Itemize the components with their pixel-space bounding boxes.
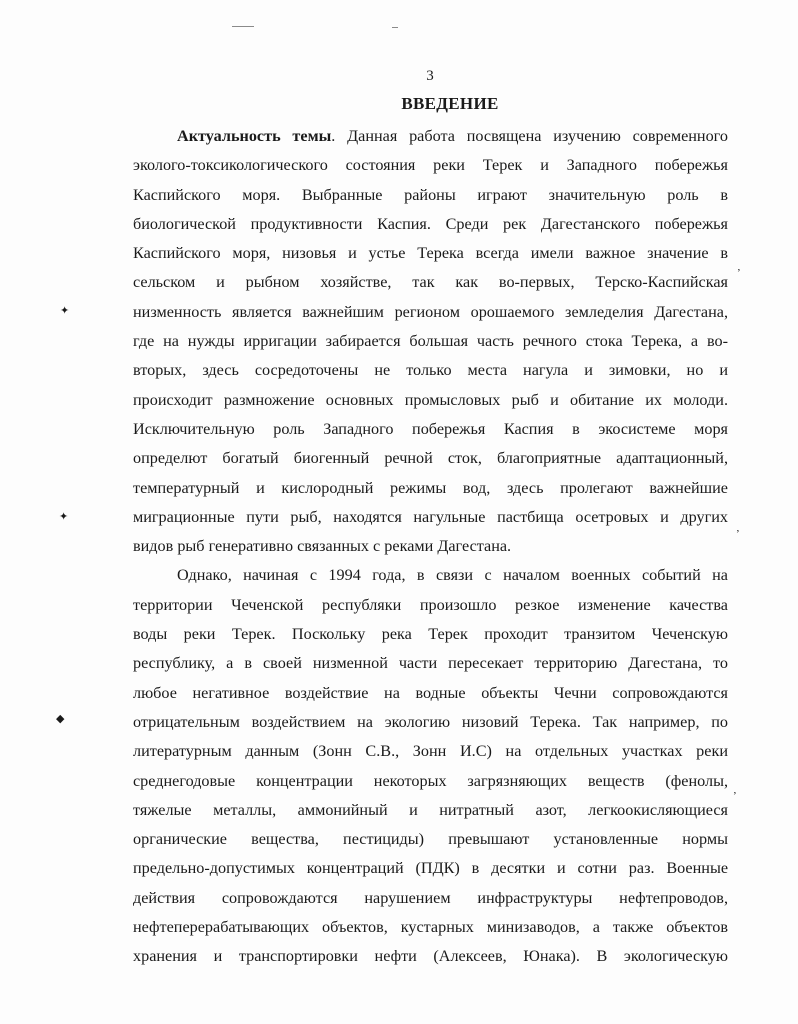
text-line: республику, а в своей низменной части пересекает территорию Дагестана, то [133,654,728,673]
scan-speck: ‚ [733,784,737,796]
text-line: эколого-токсикологического состояния реки Терек и Западного побережья [133,156,728,175]
scan-artifact-line [232,26,254,27]
text-line: видов рыб генеративно связанных с реками Дагестана. [133,537,512,556]
scan-speck: ✦ [60,305,70,317]
text-line: воды реки Терек. Поскольку река Терек проходит транзитом Чеченскую [133,625,728,644]
section-heading: ВВЕДЕНИЕ [401,94,499,113]
text-line [133,122,728,151]
text-line: литературным данным (Зонн С.В., Зонн И.С) на отдельных участках реки [133,742,728,761]
text-line: сельском и рыбном хозяйстве, так как во-первых, Терско-Каспийская [133,273,728,292]
text-line: среднегодовые концентрации некоторых загрязняющих веществ (фенолы, [133,771,728,790]
text-line: биологической продуктивности Каспия. Среди рек Дагестанского побережья [133,214,728,233]
text-line: происходит размножение основных промысловых рыб и обитание их молоди. [133,390,728,409]
text-line: низменность является важнейшим регионом орошаемого земледелия Дагестана, [133,302,728,321]
text-line: предельно-допустимых концентраций (ПДК) в десятки и сотни раз. Военные [133,859,728,878]
text-line: отрицательным воздействием на экологию низовий Терека. Так например, по [133,712,728,731]
text-line: Однако, начиная с 1994 года, в связи с началом военных событий на [177,566,728,585]
body-text [133,122,728,972]
text-line: Каспийского моря, низовья и устье Терека всегда имели важное значение в [133,244,728,263]
topic-label: Актуальность темы [177,127,332,145]
scan-speck: ‚ [737,261,741,273]
text-line: территории Чеченской республяки произошло резкое изменение качества [133,595,728,614]
text-line: действия сопровождаются нарушением инфраструктуры нефтепроводов, [133,888,728,907]
text-line: Исключительную роль Западного побережья Каспия в экосистеме моря [133,419,728,438]
text-line: определют богатый биогенный речной сток, благоприятные адаптационный, [133,449,728,468]
text-line: температурный и кислородный режимы вод, здесь пролегают важнейшие [133,478,728,497]
page-number: 3 [426,68,434,84]
scan-speck: ✦ [59,511,69,523]
text-line: Каспийского моря. Выбранные районы играют значительную роль в [133,185,728,204]
scan-speck: ‚ [736,522,740,534]
scan-speck: ◆ [56,713,65,725]
text-line: любое негативное воздействие на водные объекты Чечни сопровождаются [133,683,728,702]
text-run: . Данная работа посвящена изучению современного [331,127,728,145]
text-line: нефтеперерабатывающих объектов, кустарных минизаводов, а также объектов [133,918,728,937]
scan-artifact-line [392,27,398,28]
text-line: органические вещества, пестициды) превышают установленные нормы [133,830,728,849]
text-line: тяжелые металлы, аммонийный и нитратный азот, легкоокисляющиеся [133,800,728,819]
text-line: миграционные пути рыб, находятся нагульные пастбища осетровых и других [133,507,728,526]
text-line: хранения и транспортировки нефти (Алексеев, Юнака). В экологическую [133,947,728,966]
text-line: вторых, здесь сосредоточены не только места нагула и зимовки, но и [133,361,728,380]
text-line: где на нужды ирригации забирается большая часть речного стока Терека, а во- [133,332,728,351]
